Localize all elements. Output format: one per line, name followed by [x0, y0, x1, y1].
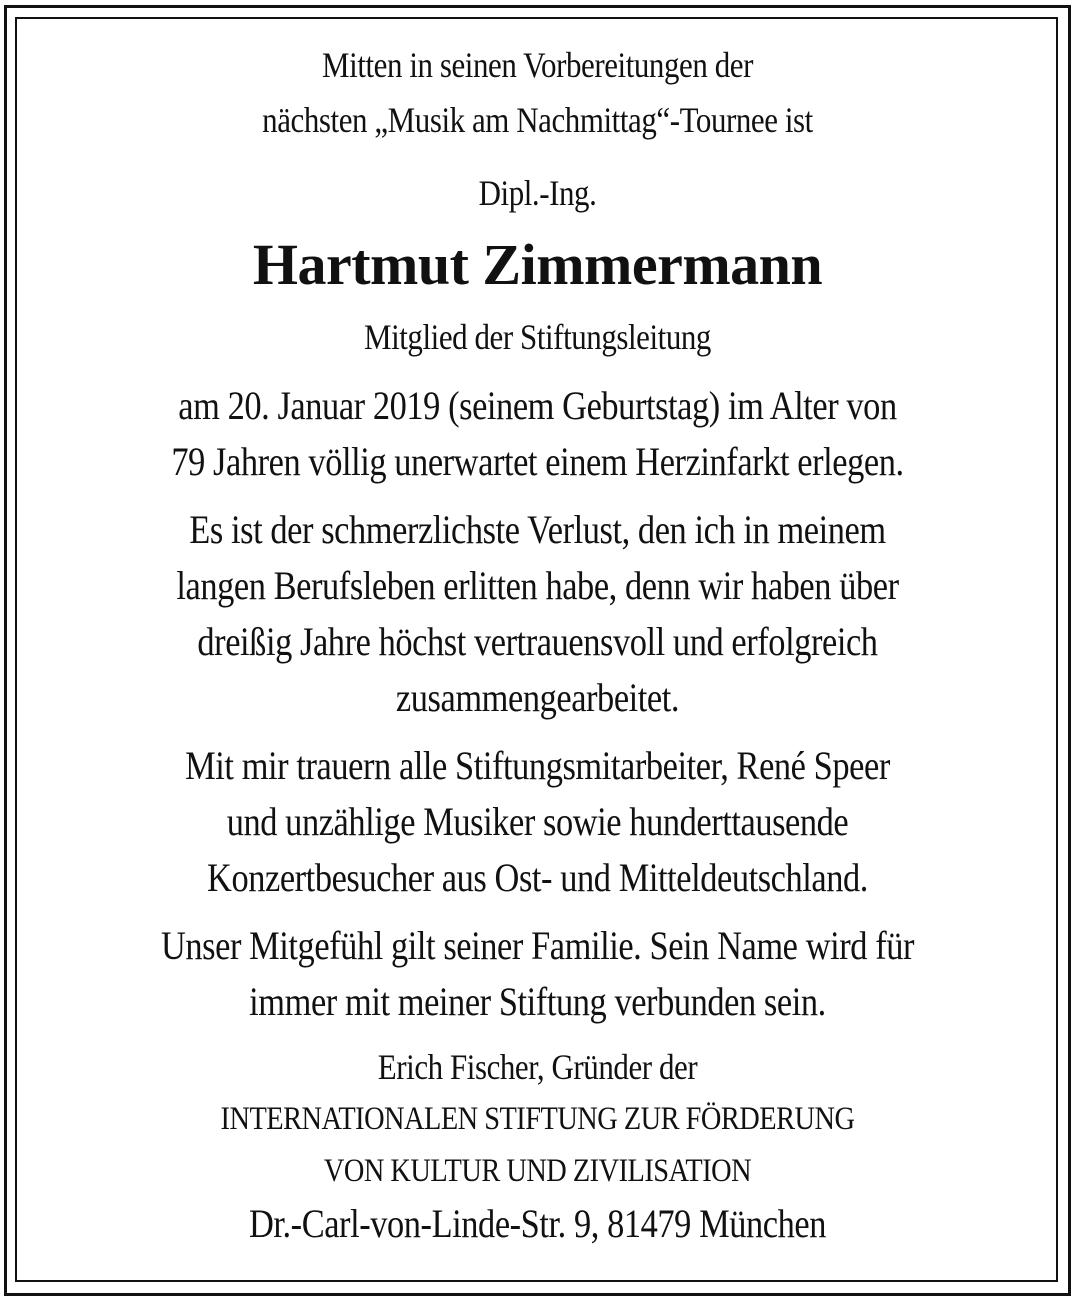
signature-name: Erich Fischer, Gründer der: [377, 1047, 698, 1087]
paragraph-line: dreißig Jahre höchst vertrauensvoll und erfolgreich: [197, 619, 878, 664]
paragraph-line: 79 Jahren völlig unerwartet einem Herzinfarkt erlegen.: [171, 439, 904, 484]
paragraph-loss: [17, 502, 1058, 726]
academic-title: [17, 165, 1058, 221]
paragraph-line: zusammengearbeitet.: [395, 675, 680, 720]
deceased-role-text: Mitglied der Stiftungsleitung: [363, 317, 711, 357]
paragraph-line: Unser Mitgefühl gilt seiner Familie. Sein Name wird für: [160, 923, 915, 968]
intro-line: nächsten „Musik am Nachmittag“-Tournee ist: [262, 100, 813, 140]
deceased-role: [17, 309, 1058, 365]
paragraph-condolence: [17, 918, 1058, 1030]
deceased-name: Hartmut Zimmermann: [252, 232, 823, 297]
organization-name-line-2: VON KULTUR UND ZIVILISATION: [323, 1153, 752, 1189]
paragraph-line: und unzählige Musiker sowie hunderttausende: [226, 799, 849, 844]
intro-line: Mitten in seinen Vorbereitungen der: [322, 45, 753, 85]
paragraph-line: Mit mir trauern alle Stiftungsmitarbeiter, René Speer: [185, 743, 890, 788]
academic-title-text: Dipl.-Ing.: [478, 173, 597, 213]
paragraph-line: am 20. Januar 2019 (seinem Geburtstag) im Alter von: [178, 383, 897, 428]
organization-address: Dr.-Carl-von-Linde-Str. 9, 81479 München: [248, 1201, 827, 1246]
signature-block: [17, 1041, 1058, 1251]
paragraph-mourners: [17, 738, 1058, 906]
paragraph-line: Es ist der schmerzlichste Verlust, den ich in meinem: [189, 507, 886, 552]
paragraph-line: immer mit meiner Stiftung verbunden sein.: [249, 979, 826, 1024]
intro-text: [17, 38, 1058, 148]
obituary-notice: [17, 18, 1058, 1251]
organization-name-line-1: INTERNATIONALEN STIFTUNG ZUR FÖRDERUNG: [220, 1101, 855, 1137]
paragraph-line: langen Berufsleben erlitten habe, denn wir haben über: [176, 563, 899, 608]
paragraph-death-details: [17, 378, 1058, 490]
paragraph-line: Konzertbesucher aus Ost- und Mitteldeutschland.: [207, 855, 868, 900]
